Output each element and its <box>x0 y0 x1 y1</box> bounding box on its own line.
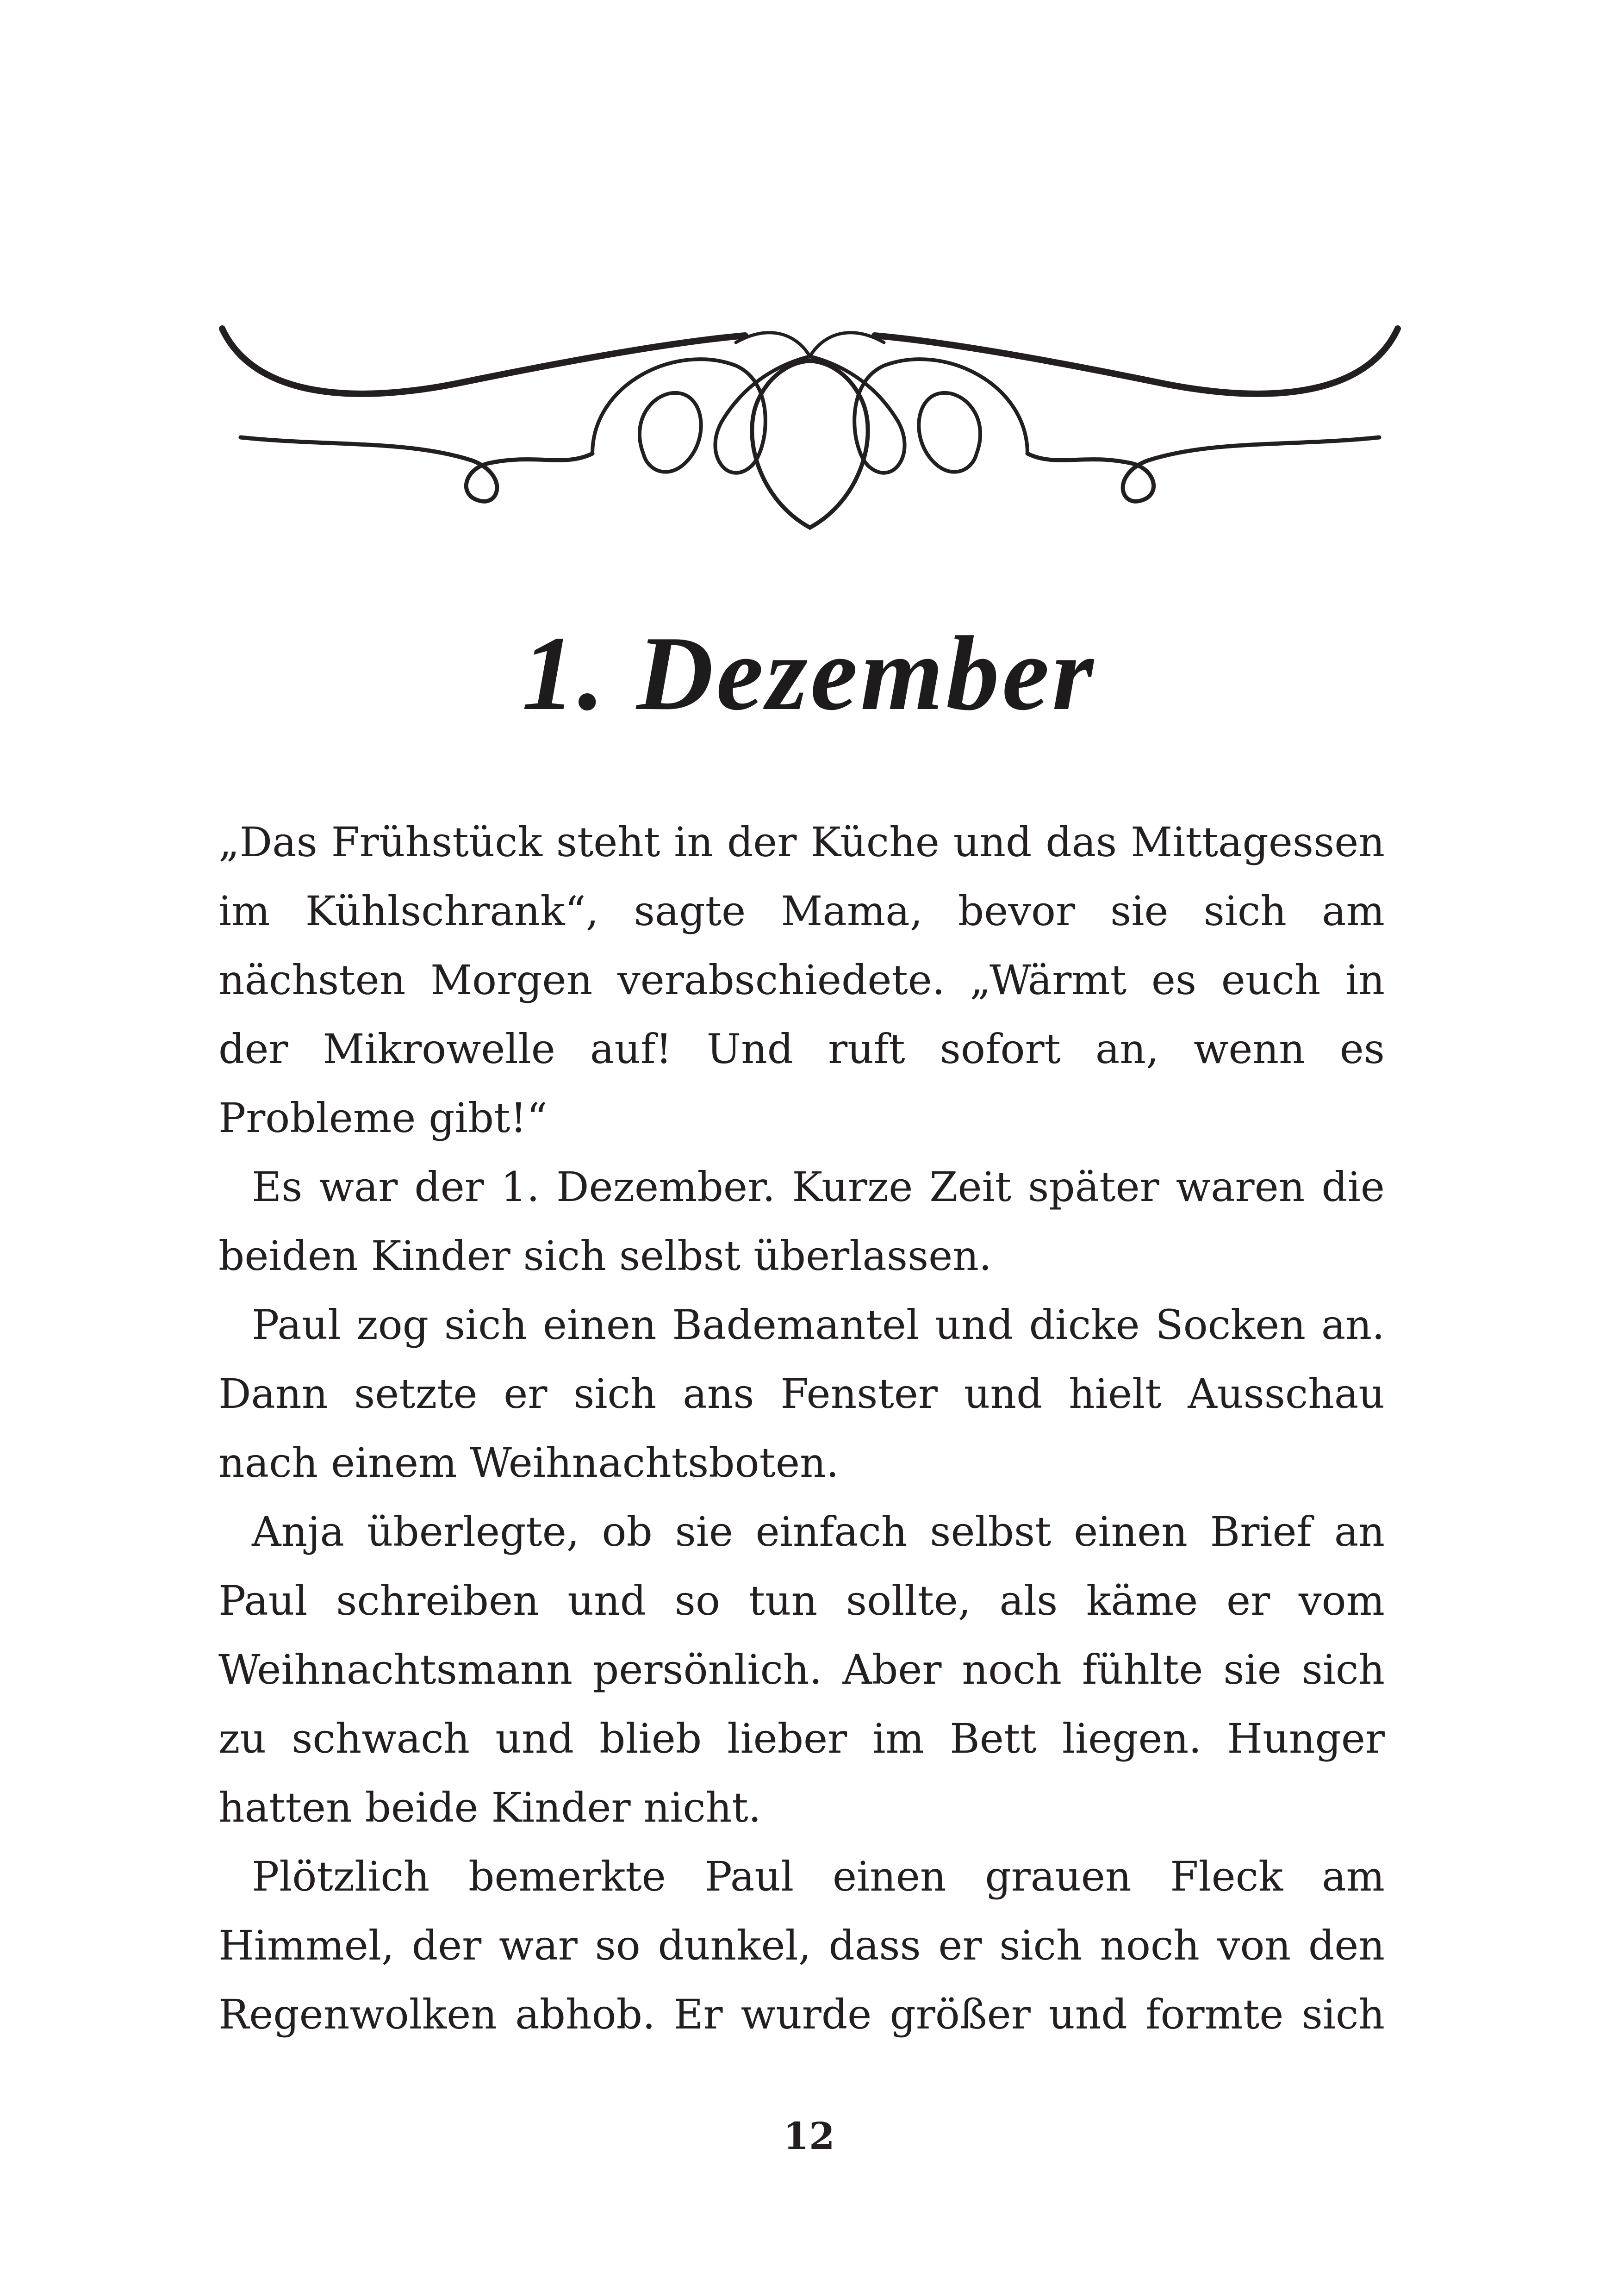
paragraph-3: Paul zog sich einen Bademantel und dicke Socken an. Dann setzte er sich ans Fenster und hielt Ausschau nach einem Weihnachtsboten. <box>218 1301 1385 1487</box>
paragraph-5: Plötzlich bemerkte Paul einen grauen Fleck am Himmel, der war so dunkel, dass er sich noch von den Regenwolken abhob. Er wurde größer und formte sich <box>218 1853 1385 2038</box>
body-text <box>218 808 1385 2049</box>
paragraph-1: „Das Frühstück steht in der Küche und das Mittagessen im Kühlschrank“, sagte Mama, bevor sie sich am nächsten Morgen verabschiedete. „Wärmt es euch in der Mikrowelle auf! Und ruft sofort an, wenn es Probleme gibt!“ <box>218 818 1385 1142</box>
page-number: 12 <box>783 2114 835 2158</box>
paragraph-4: Anja überlegte, ob sie einfach selbst einen Brief an Paul schreiben und so tun sollte, als käme er vom Weihnachtsmann persönlich. Aber noch fühlte sie sich zu schwach und blieb lieber im Bett liegen. Hunger hatten beide Kinder nicht. <box>218 1508 1385 1831</box>
paragraph-2: Es war der 1. Dezember. Kurze Zeit später waren die beiden Kinder sich selbst überlassen. <box>218 1163 1385 1280</box>
flourish-ornament-icon <box>213 315 1407 532</box>
chapter-title: 1. Dezember <box>522 614 1096 732</box>
